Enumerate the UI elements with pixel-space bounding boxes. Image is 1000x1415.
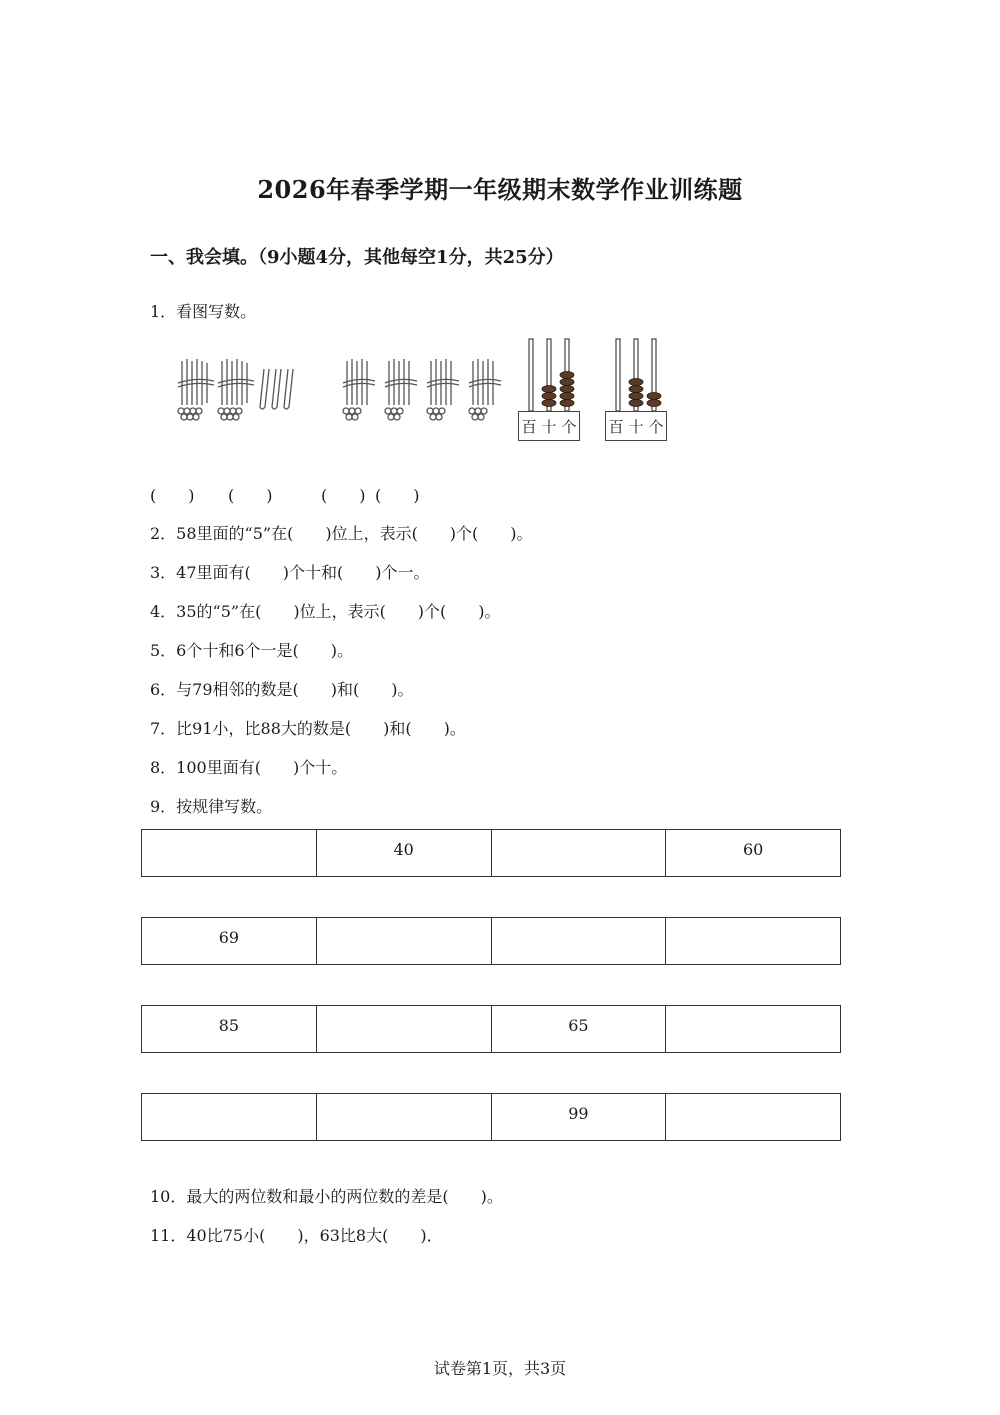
table-cell[interactable]: 60 — [666, 830, 841, 877]
question-5: 5．6个十和6个一是( )。 — [150, 641, 354, 660]
table-cell[interactable] — [666, 1006, 841, 1053]
table-cell[interactable]: 69 — [142, 918, 317, 965]
abacus-label-ones: 个 — [561, 417, 577, 436]
question-6: 6．与79相邻的数是( )和( )。 — [150, 680, 414, 699]
abacus-label-tens: 十 — [541, 417, 557, 436]
table-cell[interactable] — [142, 1094, 317, 1141]
table-cell[interactable]: 85 — [142, 1006, 317, 1053]
abacus-2 — [605, 337, 667, 442]
pattern-table-1 — [141, 829, 841, 877]
table-cell[interactable] — [316, 918, 491, 965]
page-footer: 试卷第1页，共3页 — [433, 1359, 567, 1378]
table-cell[interactable] — [666, 918, 841, 965]
bundle-of-ten — [178, 359, 214, 420]
pattern-table-4 — [141, 1093, 841, 1141]
question-11: 11．40比75小( )，63比8大( )． — [150, 1226, 443, 1245]
single-sticks — [260, 369, 293, 409]
question-4: 4．35的“5”在( )位上，表示( )个( )。 — [150, 602, 501, 621]
table-cell[interactable]: 40 — [316, 830, 491, 877]
table-cell[interactable] — [142, 830, 317, 877]
table-cell[interactable] — [666, 1094, 841, 1141]
answer-blank-4[interactable]: ( ) — [375, 486, 420, 505]
question-7: 7．比91小，比88大的数是( )和( )。 — [150, 719, 466, 738]
answer-blank-2[interactable]: ( ) — [228, 486, 273, 505]
answer-blank-3[interactable]: ( ) — [321, 486, 366, 505]
table-cell[interactable]: 65 — [491, 1006, 666, 1053]
abacus-label-hundreds: 百 — [521, 417, 537, 436]
question-8: 8．100里面有( )个十。 — [150, 758, 348, 777]
table-cell[interactable] — [491, 918, 666, 965]
abacus-label-hundreds: 百 — [608, 417, 624, 436]
question-9: 9．按规律写数。 — [150, 797, 273, 816]
page-title: 2026年春季学期一年级期末数学作业训练题 — [257, 175, 743, 204]
stick-bundles-picture-2 — [333, 355, 513, 435]
pattern-table-3 — [141, 1005, 841, 1053]
question-2: 2．58里面的“5”在( )位上，表示( )个( )。 — [150, 524, 533, 543]
question-3: 3．47里面有( )个十和( )个一。 — [150, 563, 430, 582]
abacus-label-tens: 十 — [628, 417, 644, 436]
bundle-of-ten — [218, 359, 254, 420]
question-10: 10．最大的两位数和最小的两位数的差是( )。 — [150, 1187, 503, 1206]
abacus-1 — [518, 337, 580, 442]
pattern-table-2 — [141, 917, 841, 965]
section-heading: 一、我会填。（9小题4分，其他每空1分，共25分） — [150, 247, 564, 268]
table-cell[interactable] — [316, 1006, 491, 1053]
table-cell[interactable] — [316, 1094, 491, 1141]
answer-blank-1[interactable]: ( ) — [150, 486, 195, 505]
stick-bundles-picture-1 — [168, 355, 303, 427]
table-cell[interactable] — [491, 830, 666, 877]
table-cell[interactable]: 99 — [491, 1094, 666, 1141]
abacus-label-ones: 个 — [648, 417, 664, 436]
question-1: 1．看图写数。 — [150, 302, 257, 321]
